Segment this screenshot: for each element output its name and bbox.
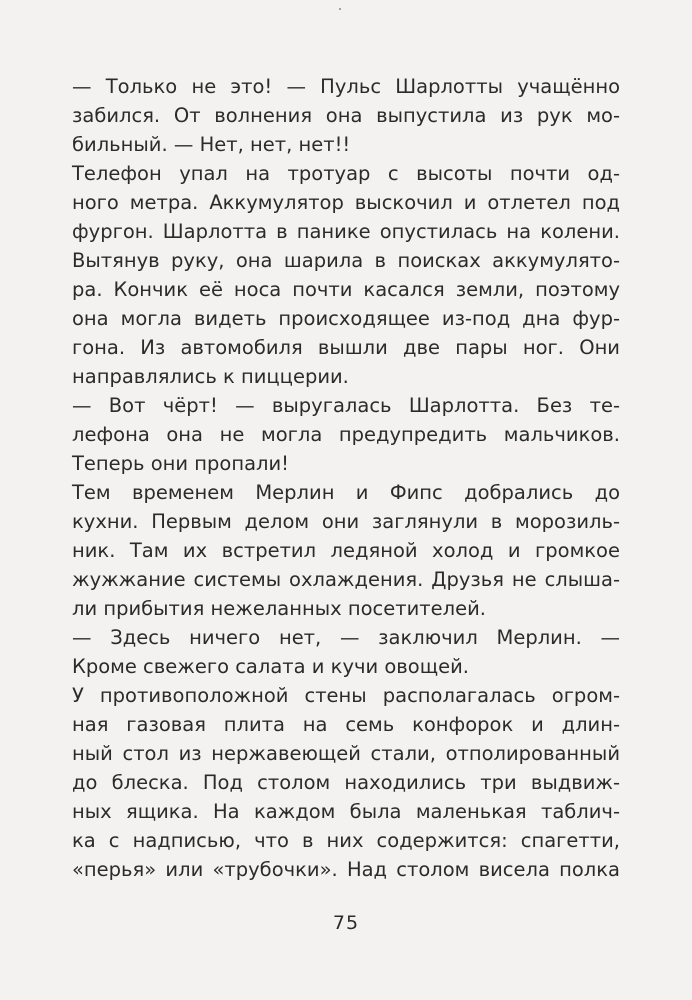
body-text (72, 72, 620, 884)
page-number: 75 (332, 912, 360, 934)
text-line: Вытянув руку, она шарила в поисках аккумулято- (72, 249, 620, 272)
text-line: забился. От волнения она выпустила из рук мо- (72, 104, 620, 127)
text-line: У противоположной стены располагалась огром- (72, 684, 620, 707)
text-line: ка с надписью, что в них содержится: спагетти, (72, 829, 620, 852)
text-line: ли прибытия нежеланных посетителей. (72, 597, 486, 620)
text-line: ного метра. Аккумулятор выскочил и отлетел под (72, 191, 620, 214)
text-line: — Только не это! — Пульс Шарлотты учащённо (72, 75, 620, 98)
text-line: направлялись к пиццерии. (72, 365, 349, 388)
text-line: ра. Кончик её носа почти касался земли, поэтому (72, 278, 620, 301)
text-line: — Здесь ничего нет, — заключил Мерлин. — (72, 626, 620, 649)
text-line: кухни. Первым делом они заглянули в морозиль- (72, 510, 620, 533)
text-line: «перья» или «трубочки». Над столом висела полка (72, 858, 620, 881)
text-line: гона. Из автомобиля вышли две пары ног. Они (72, 336, 620, 359)
text-line: ных ящика. На каждом была маленькая таблич- (72, 800, 620, 823)
text-line: Телефон упал на тротуар с высоты почти од- (72, 162, 620, 185)
text-line: — Вот чёрт! — выругалась Шарлотта. Без те- (72, 394, 620, 417)
paper-speck (339, 8, 341, 10)
text-line: лефона она не могла предупредить мальчиков. (72, 423, 620, 446)
text-line: фургон. Шарлотта в панике опустилась на колени. (72, 220, 620, 243)
text-line: бильный. — Нет, нет, нет!! (72, 133, 351, 156)
text-line: Кроме свежего салата и кучи овощей. (72, 655, 469, 678)
text-line: жужжание системы охлаждения. Друзья не слыша- (72, 568, 620, 591)
text-line: ный стол из нержавеющей стали, отполированный (72, 742, 620, 765)
text-line: Теперь они пропали! (72, 452, 289, 475)
text-line: ник. Там их встретил ледяной холод и громкое (72, 539, 620, 562)
text-line: она могла видеть происходящее из-под дна фур- (72, 307, 620, 330)
text-line: до блеска. Под столом находились три выдвиж- (72, 771, 620, 794)
text-line: Тем временем Мерлин и Фипс добрались до (72, 481, 620, 504)
text-line: ная газовая плита на семь конфорок и длин- (72, 713, 620, 736)
